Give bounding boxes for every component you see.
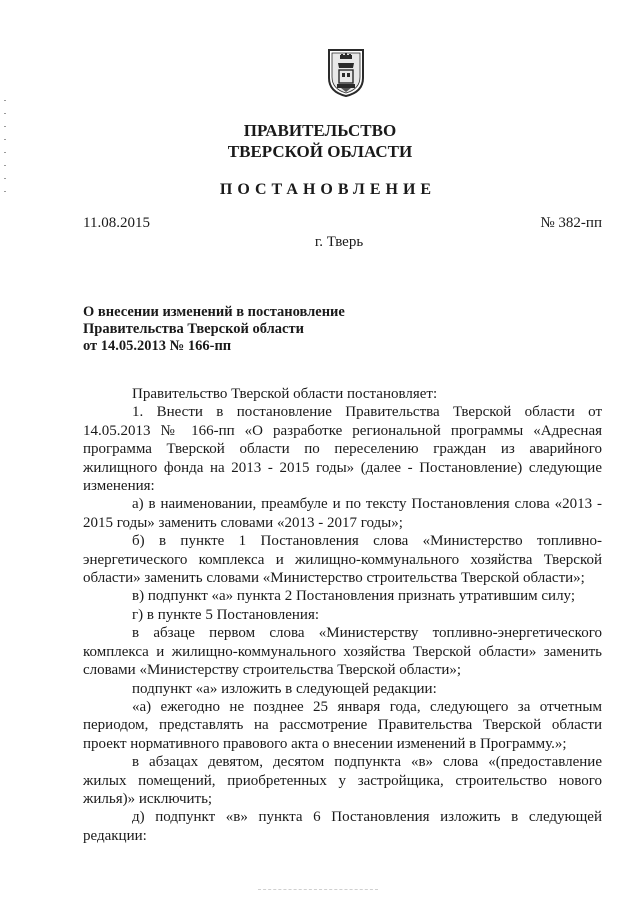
document-body [83, 385, 602, 845]
org-name-line-2: ТВЕРСКОЙ ОБЛАСТИ [227, 142, 413, 161]
body-paragraph-item-1: 1. Внести в постановление Правительства Тверской области от 14.05.2013 № 166-пп «О разработке региональной программы «Адресная программа Тверской области по переселению граждан из аварийного жилищного фонда на 2013 - 2015 годы» (далее - Постановление) следующие изменения: [83, 404, 602, 495]
document-type: ПОСТАНОВЛЕНИЕ [219, 181, 437, 198]
body-paragraph-preamble: Правительство Тверской области постановляет: [132, 386, 438, 402]
document-city: г. Тверь [314, 234, 364, 250]
body-paragraph-subitem-g: г) в пункте 5 Постановления: [132, 606, 320, 623]
page-bottom-mark [258, 889, 378, 890]
org-name-line-1: ПРАВИТЕЛЬСТВО [243, 121, 397, 140]
coat-of-arms-icon [327, 48, 365, 98]
document-number: № 382-пп [540, 215, 602, 231]
subject-line-2: Правительства Тверской области [83, 321, 304, 337]
body-paragraph-subitem-v: в) подпункт «а» пункта 2 Постановления признать утратившим силу; [132, 588, 576, 605]
body-paragraph-g-ninth-tenth: в абзацах девятом, десятом подпункта «в» слова «(предоставление жилых помещений, приобретенных у застройщика, строительство нового жилья)» исключить; [83, 754, 602, 807]
body-paragraph-g-first-abzac: в абзаце первом слова «Министерству топливно-энергетического комплекса и жилищно-коммунального хозяйства Тверской области» заменить словами «Министерству строительства Тверской области»; [83, 625, 602, 679]
body-paragraph-g-quote: «а) ежегодно не позднее 25 января года, следующего за отчетным периодом, представлять на рассмотрение Правительства Тверской области проект нормативного правового акта о внесении изменений в Программу.»; [83, 698, 602, 752]
document-subject [83, 304, 345, 355]
body-paragraph-subitem-b: б) в пункте 1 Постановления слова «Министерство топливно-энергетического комплекса и жилищно-коммунального хозяйства Тверской области» заменить словами «Министерство строительства Тверской области»; [83, 533, 602, 587]
subject-line-1: О внесении изменений в постановление [83, 304, 345, 320]
body-paragraph-subitem-a: а) в наименовании, преамбуле и по тексту Постановления слова «2013 - 2015 годы» заменить словами «2013 - 2017 годы»; [83, 496, 602, 531]
body-paragraph-g-subpoint-a: подпункт «а» изложить в следующей редакции: [132, 680, 437, 697]
document-date: 11.08.2015 [83, 215, 150, 231]
body-paragraph-subitem-d: д) подпункт «в» пункта 6 Постановления изложить в следующей редакции: [83, 809, 602, 844]
subject-line-3: от 14.05.2013 № 166-пп [83, 338, 232, 354]
